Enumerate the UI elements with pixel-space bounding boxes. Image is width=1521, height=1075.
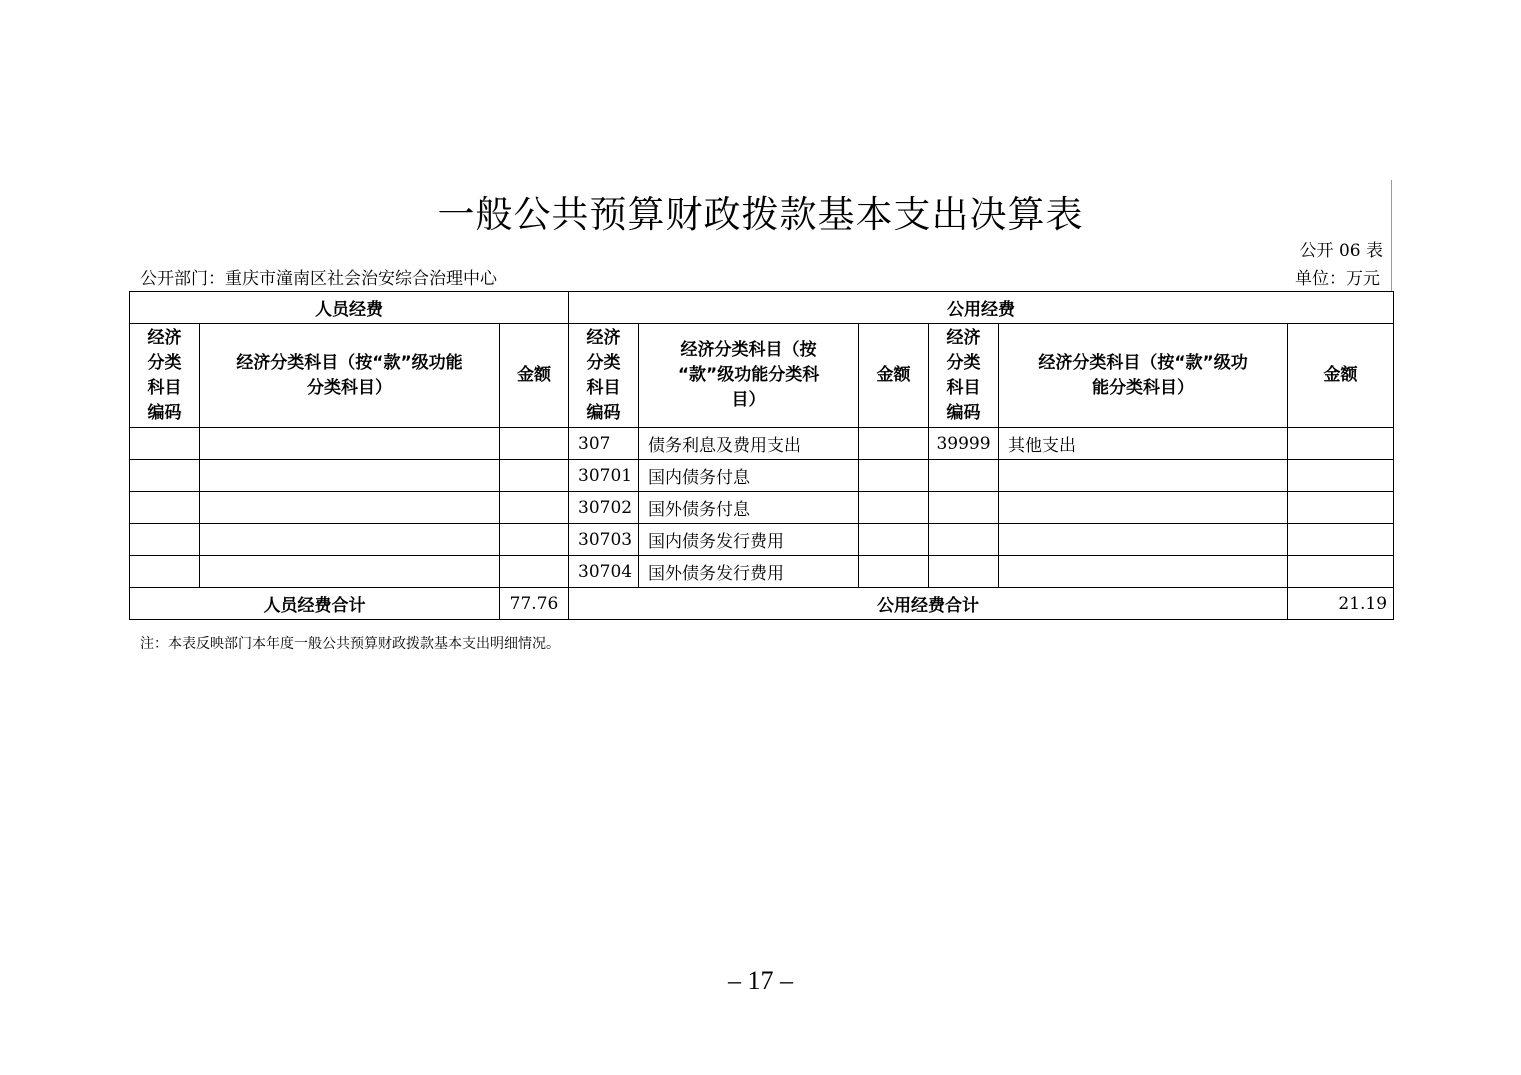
- expenditure-table: [129, 291, 1394, 620]
- public-subject-cell: 国外债务付息: [639, 492, 859, 524]
- public-total-value: 21.19: [1288, 588, 1394, 620]
- table-row: [130, 492, 1394, 524]
- header-amount-public-2: 金额: [1288, 324, 1394, 428]
- public-amount-cell-2: [1288, 428, 1394, 460]
- total-row: [130, 588, 1394, 620]
- header-code-public-2: 经济 分类 科目 编码: [929, 324, 999, 428]
- public-subject-cell: 国外债务发行费用: [639, 556, 859, 588]
- public-code-cell-2: [929, 556, 999, 588]
- personnel-subject-cell: [200, 524, 500, 556]
- public-code-cell-2: [929, 492, 999, 524]
- public-subject-cell: 国内债务发行费用: [639, 524, 859, 556]
- public-code-cell-2: 39999: [929, 428, 999, 460]
- personnel-amount-cell: [500, 524, 569, 556]
- personnel-total-value: 77.76: [500, 588, 569, 620]
- header-amount-public-1: 金额: [859, 324, 929, 428]
- public-code-cell-2: [929, 460, 999, 492]
- public-code-cell: 30704: [569, 556, 639, 588]
- table-row: [130, 460, 1394, 492]
- public-subject-cell-2: [999, 492, 1288, 524]
- public-subject-cell: 债务利息及费用支出: [639, 428, 859, 460]
- public-subject-cell-2: [999, 460, 1288, 492]
- public-subject-cell: 国内债务付息: [639, 460, 859, 492]
- personnel-subject-cell: [200, 556, 500, 588]
- public-amount-cell: [859, 492, 929, 524]
- public-subject-cell-2: [999, 524, 1288, 556]
- public-subject-cell-2: 其他支出: [999, 428, 1288, 460]
- column-header-row: [130, 324, 1394, 428]
- personnel-amount-cell: [500, 556, 569, 588]
- group-personnel: 人员经费: [130, 292, 569, 324]
- table-note: 注：本表反映部门本年度一般公共预算财政拨款基本支出明细情况。: [140, 636, 560, 652]
- public-code-cell: 30701: [569, 460, 639, 492]
- unit-label: 单位：万元: [1295, 269, 1380, 289]
- public-code-cell: 30703: [569, 524, 639, 556]
- public-amount-cell: [859, 524, 929, 556]
- header-subject-public-2: 经济分类科目（按“款”级功 能分类科目）: [999, 324, 1288, 428]
- group-public: 公用经费: [569, 292, 1394, 324]
- personnel-amount-cell: [500, 492, 569, 524]
- form-number: 公开 06 表: [1299, 241, 1383, 261]
- personnel-total-label: 人员经费合计: [130, 588, 500, 620]
- personnel-subject-cell: [200, 428, 500, 460]
- table-row: [130, 428, 1394, 460]
- department-label: 公开部门：重庆市潼南区社会治安综合治理中心: [140, 269, 497, 289]
- page-number: – 17 –: [728, 966, 793, 995]
- personnel-code-cell: [130, 428, 200, 460]
- public-amount-cell: [859, 460, 929, 492]
- group-header-row: [130, 292, 1394, 324]
- personnel-amount-cell: [500, 460, 569, 492]
- header-code-public-1: 经济 分类 科目 编码: [569, 324, 639, 428]
- personnel-code-cell: [130, 556, 200, 588]
- personnel-code-cell: [130, 524, 200, 556]
- table-row: [130, 556, 1394, 588]
- public-amount-cell: [859, 428, 929, 460]
- public-amount-cell: [859, 556, 929, 588]
- public-amount-cell-2: [1288, 492, 1394, 524]
- header-code-personnel: 经济 分类 科目 编码: [130, 324, 200, 428]
- public-code-cell: 307: [569, 428, 639, 460]
- header-subject-public-1: 经济分类科目（按 “款”级功能分类科 目）: [639, 324, 859, 428]
- header-amount-personnel: 金额: [500, 324, 569, 428]
- table-body: [130, 428, 1394, 588]
- personnel-code-cell: [130, 460, 200, 492]
- page-title: 一般公共预算财政拨款基本支出决算表: [437, 193, 1084, 236]
- personnel-amount-cell: [500, 428, 569, 460]
- public-amount-cell-2: [1288, 524, 1394, 556]
- public-code-cell: 30702: [569, 492, 639, 524]
- personnel-code-cell: [130, 492, 200, 524]
- public-total-label: 公用经费合计: [569, 588, 1288, 620]
- public-amount-cell-2: [1288, 460, 1394, 492]
- public-amount-cell-2: [1288, 556, 1394, 588]
- header-subject-personnel: 经济分类科目（按“款”级功能 分类科目）: [200, 324, 500, 428]
- personnel-subject-cell: [200, 492, 500, 524]
- table-row: [130, 524, 1394, 556]
- public-code-cell-2: [929, 524, 999, 556]
- personnel-subject-cell: [200, 460, 500, 492]
- public-subject-cell-2: [999, 556, 1288, 588]
